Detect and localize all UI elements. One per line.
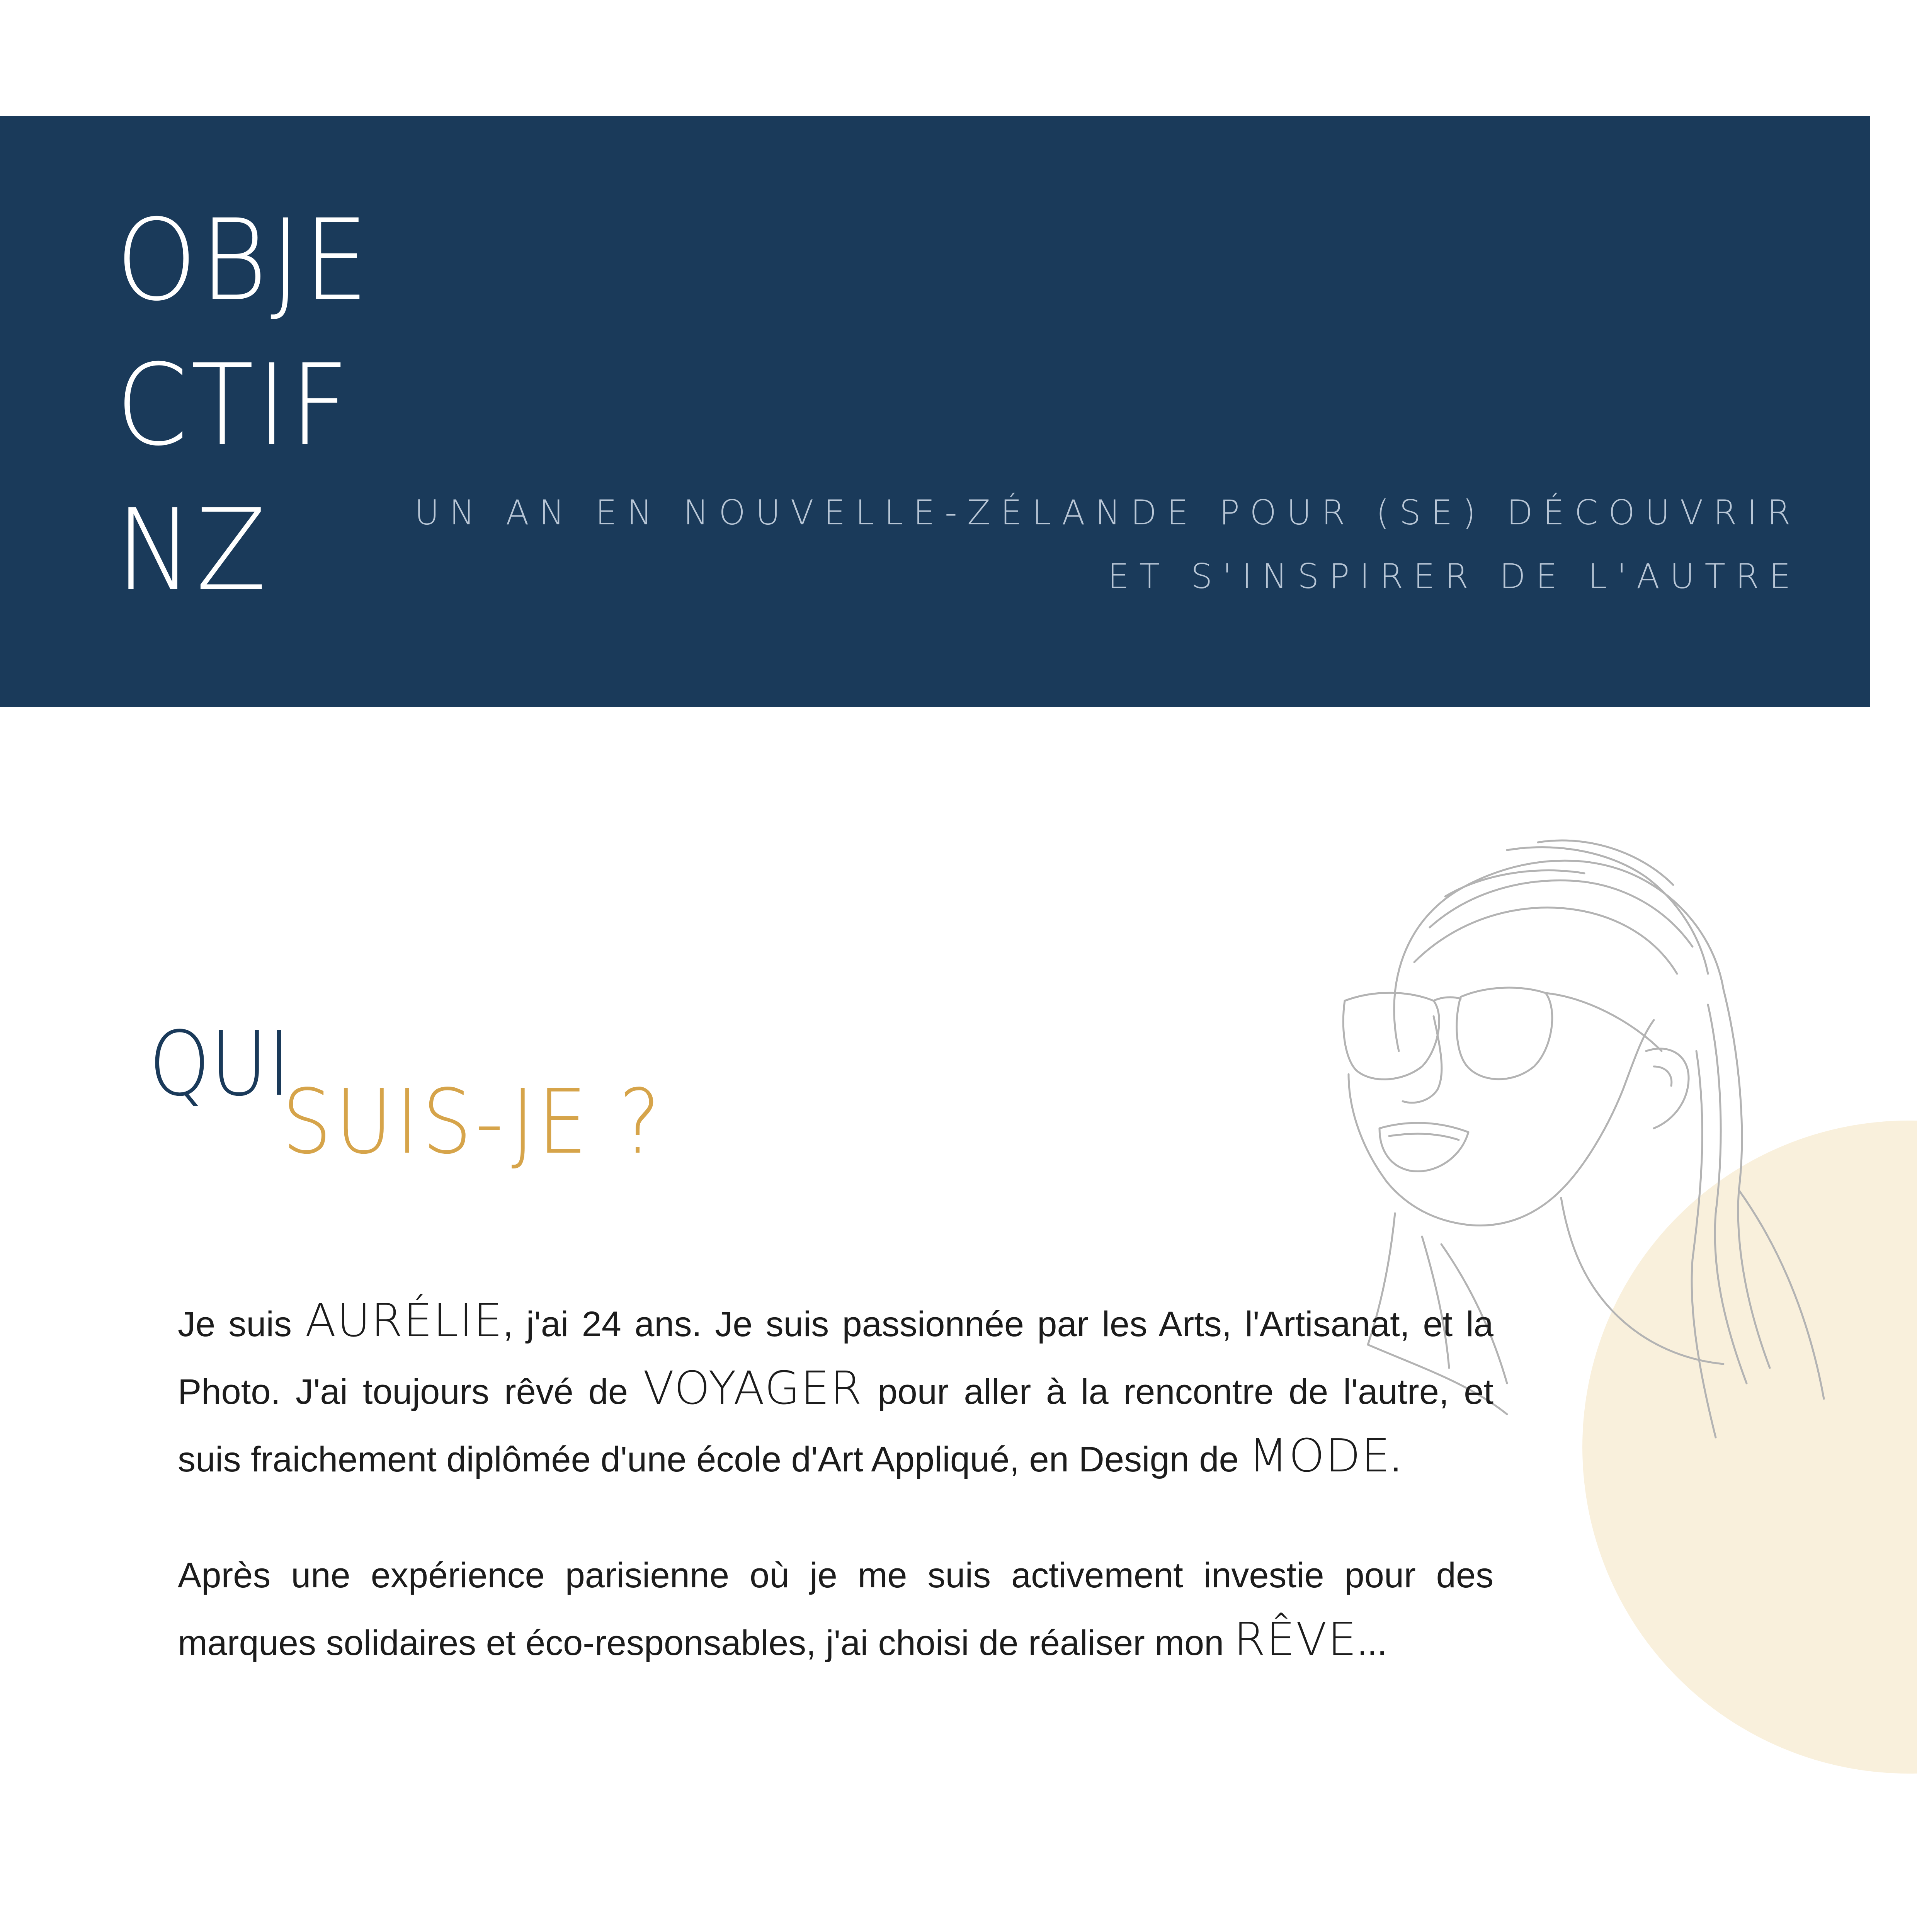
title-line-2: CTIF xyxy=(116,340,352,471)
heading-suis-je: SUIS-JE ? xyxy=(282,1071,664,1174)
keyword-reve: RÊVE xyxy=(1233,1612,1357,1666)
title-line-3: NZ xyxy=(116,485,270,616)
keyword-mode: MODE xyxy=(1249,1429,1391,1482)
title-line-1: OBJE xyxy=(116,196,372,326)
subtitle-line-1: UN AN EN NOUVELLE-ZÉLANDE POUR (SE) DÉCOUVRIR xyxy=(414,493,1801,532)
intro-paragraph-1: Je suis AURÉLIE, j'ai 24 ans. Je suis passionnée par les Arts, l'Artisanat, et la Photo. J'ai toujours rêvé de VOYAGER pour aller à la rencontre de l'autre, et suis fraichement diplômée d'une école d'Art Appliqué, en Design de MODE. xyxy=(178,1294,1493,1482)
header-banner xyxy=(0,116,1870,707)
keyword-voyager: VOYAGER xyxy=(643,1361,863,1415)
subtitle-line-2: ET S'INSPIRER DE L'AUTRE xyxy=(1107,556,1801,596)
heading-qui: QUI xyxy=(149,1013,291,1116)
keyword-aurelie: AURÉLIE xyxy=(305,1294,503,1347)
intro-paragraph-2: Après une expérience parisienne où je me suis activement investie pour des marques solidaires et éco-responsables, j'ai choisi de réaliser mon RÊVE... xyxy=(178,1556,1493,1666)
